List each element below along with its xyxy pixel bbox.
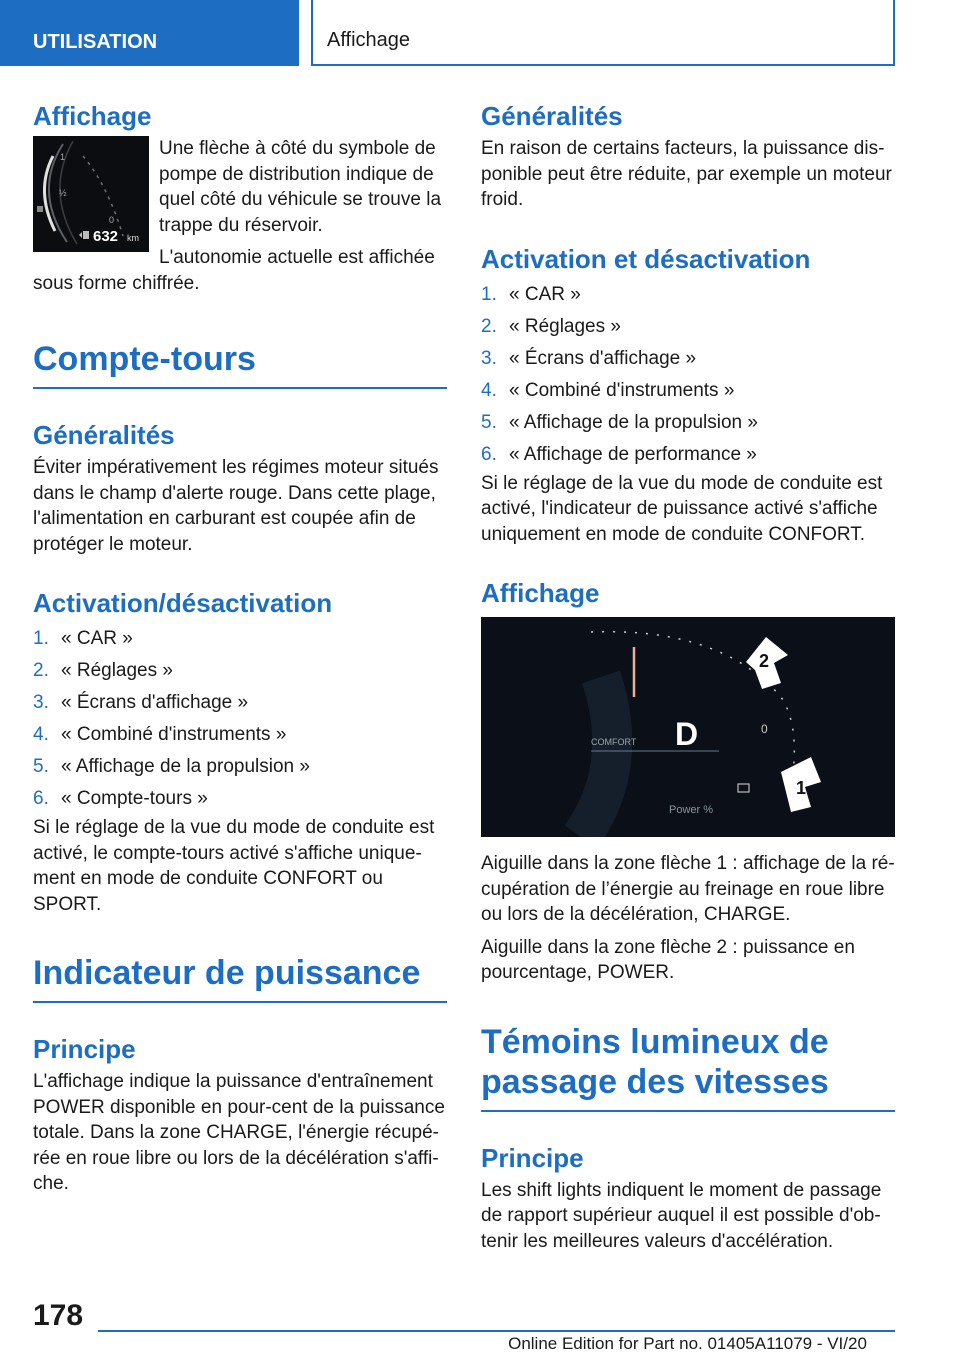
step-number: 2. [33,660,49,681]
arrow-1-label: 1 [796,778,807,798]
power-activation-heading: Activation et désactivation [481,243,811,274]
list-item [33,783,447,815]
step-text: « Affichage de la propulsion » [509,411,758,433]
step-number: 6. [33,788,49,809]
step-number: 4. [33,724,49,745]
zero-mark: 0 [761,722,768,736]
gauge-label-empty: 0 [109,215,115,225]
step-number: 1. [481,283,497,305]
step-number: 4. [481,379,497,401]
shift-lights-heading: Témoins lumineux de passage des vitesses [481,1022,895,1112]
drive-mode-label: COMFORT [591,737,637,747]
power-display-heading: Affichage [481,578,600,608]
list-item [33,751,447,783]
rev-counter-steps [33,623,447,815]
gauge-label-half: ½ [59,188,67,198]
power-principle-heading: Principe [33,1034,136,1064]
step-text: « Réglages » [61,660,173,681]
page-number: 178 [33,1299,84,1332]
step-text: « Combiné d'instruments » [509,379,735,401]
right-column [481,100,895,1261]
fuel-display-section [33,136,447,303]
step-number: 6. [481,443,497,465]
arrow-2-label: 2 [759,651,770,671]
power-general-heading: Généralités [481,101,623,131]
power-general-text: En raison de certains facteurs, la puissance dis-ponible peut être réduite, par exemple un moteur froid. [481,138,892,210]
arrow-1-caption: Aiguille dans la zone flèche 1 : affichage de la ré-cupération de l’énergie au freinage en roue libre ou lors de la décélération, CHARGE. [481,853,895,925]
gear-indicator: D [675,716,699,752]
fuel-gauge-graphic [33,136,149,252]
rev-counter-heading: Compte-tours [33,339,447,389]
range-description: L'autonomie actuelle est affichée sous forme chiffrée. [33,247,435,294]
step-text: « CAR » [509,283,581,305]
list-item [33,655,447,687]
step-text: « Affichage de la propulsion » [61,756,310,777]
step-text: « Affichage de performance » [509,443,757,465]
rev-counter-activation-heading: Activation/désactivation [33,588,333,618]
chapter-label: Affichage [311,0,895,66]
step-text: « Écrans d'affichage » [61,692,249,713]
power-display-image [481,617,895,837]
list-item [481,279,895,311]
section-label: UTILISATION [0,0,299,66]
step-number: 5. [481,411,497,433]
rev-counter-general-text: Éviter impérativement les régimes moteur situés dans le champ d'alerte rouge. Dans cette plage, l'alimentation en carburant est coupée afin de protéger le moteur. [33,457,439,555]
arrow-2-caption: Aiguille dans la zone flèche 2 : puissance en pourcentage, POWER. [481,936,855,983]
shift-principle-text: Les shift lights indiquent le moment de passage de rapport supérieur auquel il est possible d'ob-tenir les meilleures valeurs d'accélération. [481,1179,882,1252]
power-percent-label: Power % [669,804,714,816]
list-item [481,407,895,439]
power-indicator-heading: Indicateur de puissance [33,953,447,1003]
step-number: 5. [33,756,49,777]
step-text: « Combiné d'instruments » [61,724,287,745]
step-number: 3. [33,692,49,713]
range-unit: km [127,233,139,243]
step-text: « CAR » [61,628,133,649]
list-item [33,719,447,751]
list-item [33,623,447,655]
step-text: « Écrans d'affichage » [509,347,697,369]
left-column [33,100,447,1204]
step-number: 2. [481,315,497,337]
gauge-label-full: 1 [60,152,66,162]
step-text: « Réglages » [509,315,621,337]
list-item [481,311,895,343]
rev-counter-general-heading: Généralités [33,420,175,450]
shift-principle-heading: Principe [481,1142,584,1173]
list-item [481,439,895,471]
fuel-pump-mini-icon [37,206,43,212]
list-item [481,343,895,375]
step-number: 3. [481,347,497,369]
rev-counter-note: Si le réglage de la vue du mode de conduite est activé, le compte-tours activé s'affiche unique-ment en mode de conduite CONFORT ou SPORT. [33,817,435,915]
fuel-pump-icon [83,231,89,239]
step-number: 1. [33,628,49,649]
power-steps [481,279,895,471]
power-note: Si le réglage de la vue du mode de conduite est activé, l'indicateur de puissance activé s'affiche uniquement en mode de conduite CONFORT. [481,472,883,545]
step-text: « Compte-tours » [61,788,208,809]
list-item [481,375,895,407]
power-principle-text: L'affichage indique la puissance d'entraînement POWER disponible en pour-cent de la puissance totale. Dans la zone CHARGE, l'énergie récupé-rée en roue libre ou lors de la décélération s'affi-che. [33,1071,445,1194]
fuel-display-heading: Affichage [33,101,152,131]
footer-divider [98,1330,895,1332]
range-value: 632 [93,228,119,245]
page-header [0,0,960,66]
fuel-flap-description: Une flèche à côté du symbole de pompe de distribution indique de quel côté du véhicule se trouve la trappe du réservoir. [159,138,442,236]
edition-label: Online Edition for Part no. 01405A11079 - VI/20 [508,1334,867,1353]
fuel-gauge-image [33,136,149,252]
list-item [33,687,447,719]
